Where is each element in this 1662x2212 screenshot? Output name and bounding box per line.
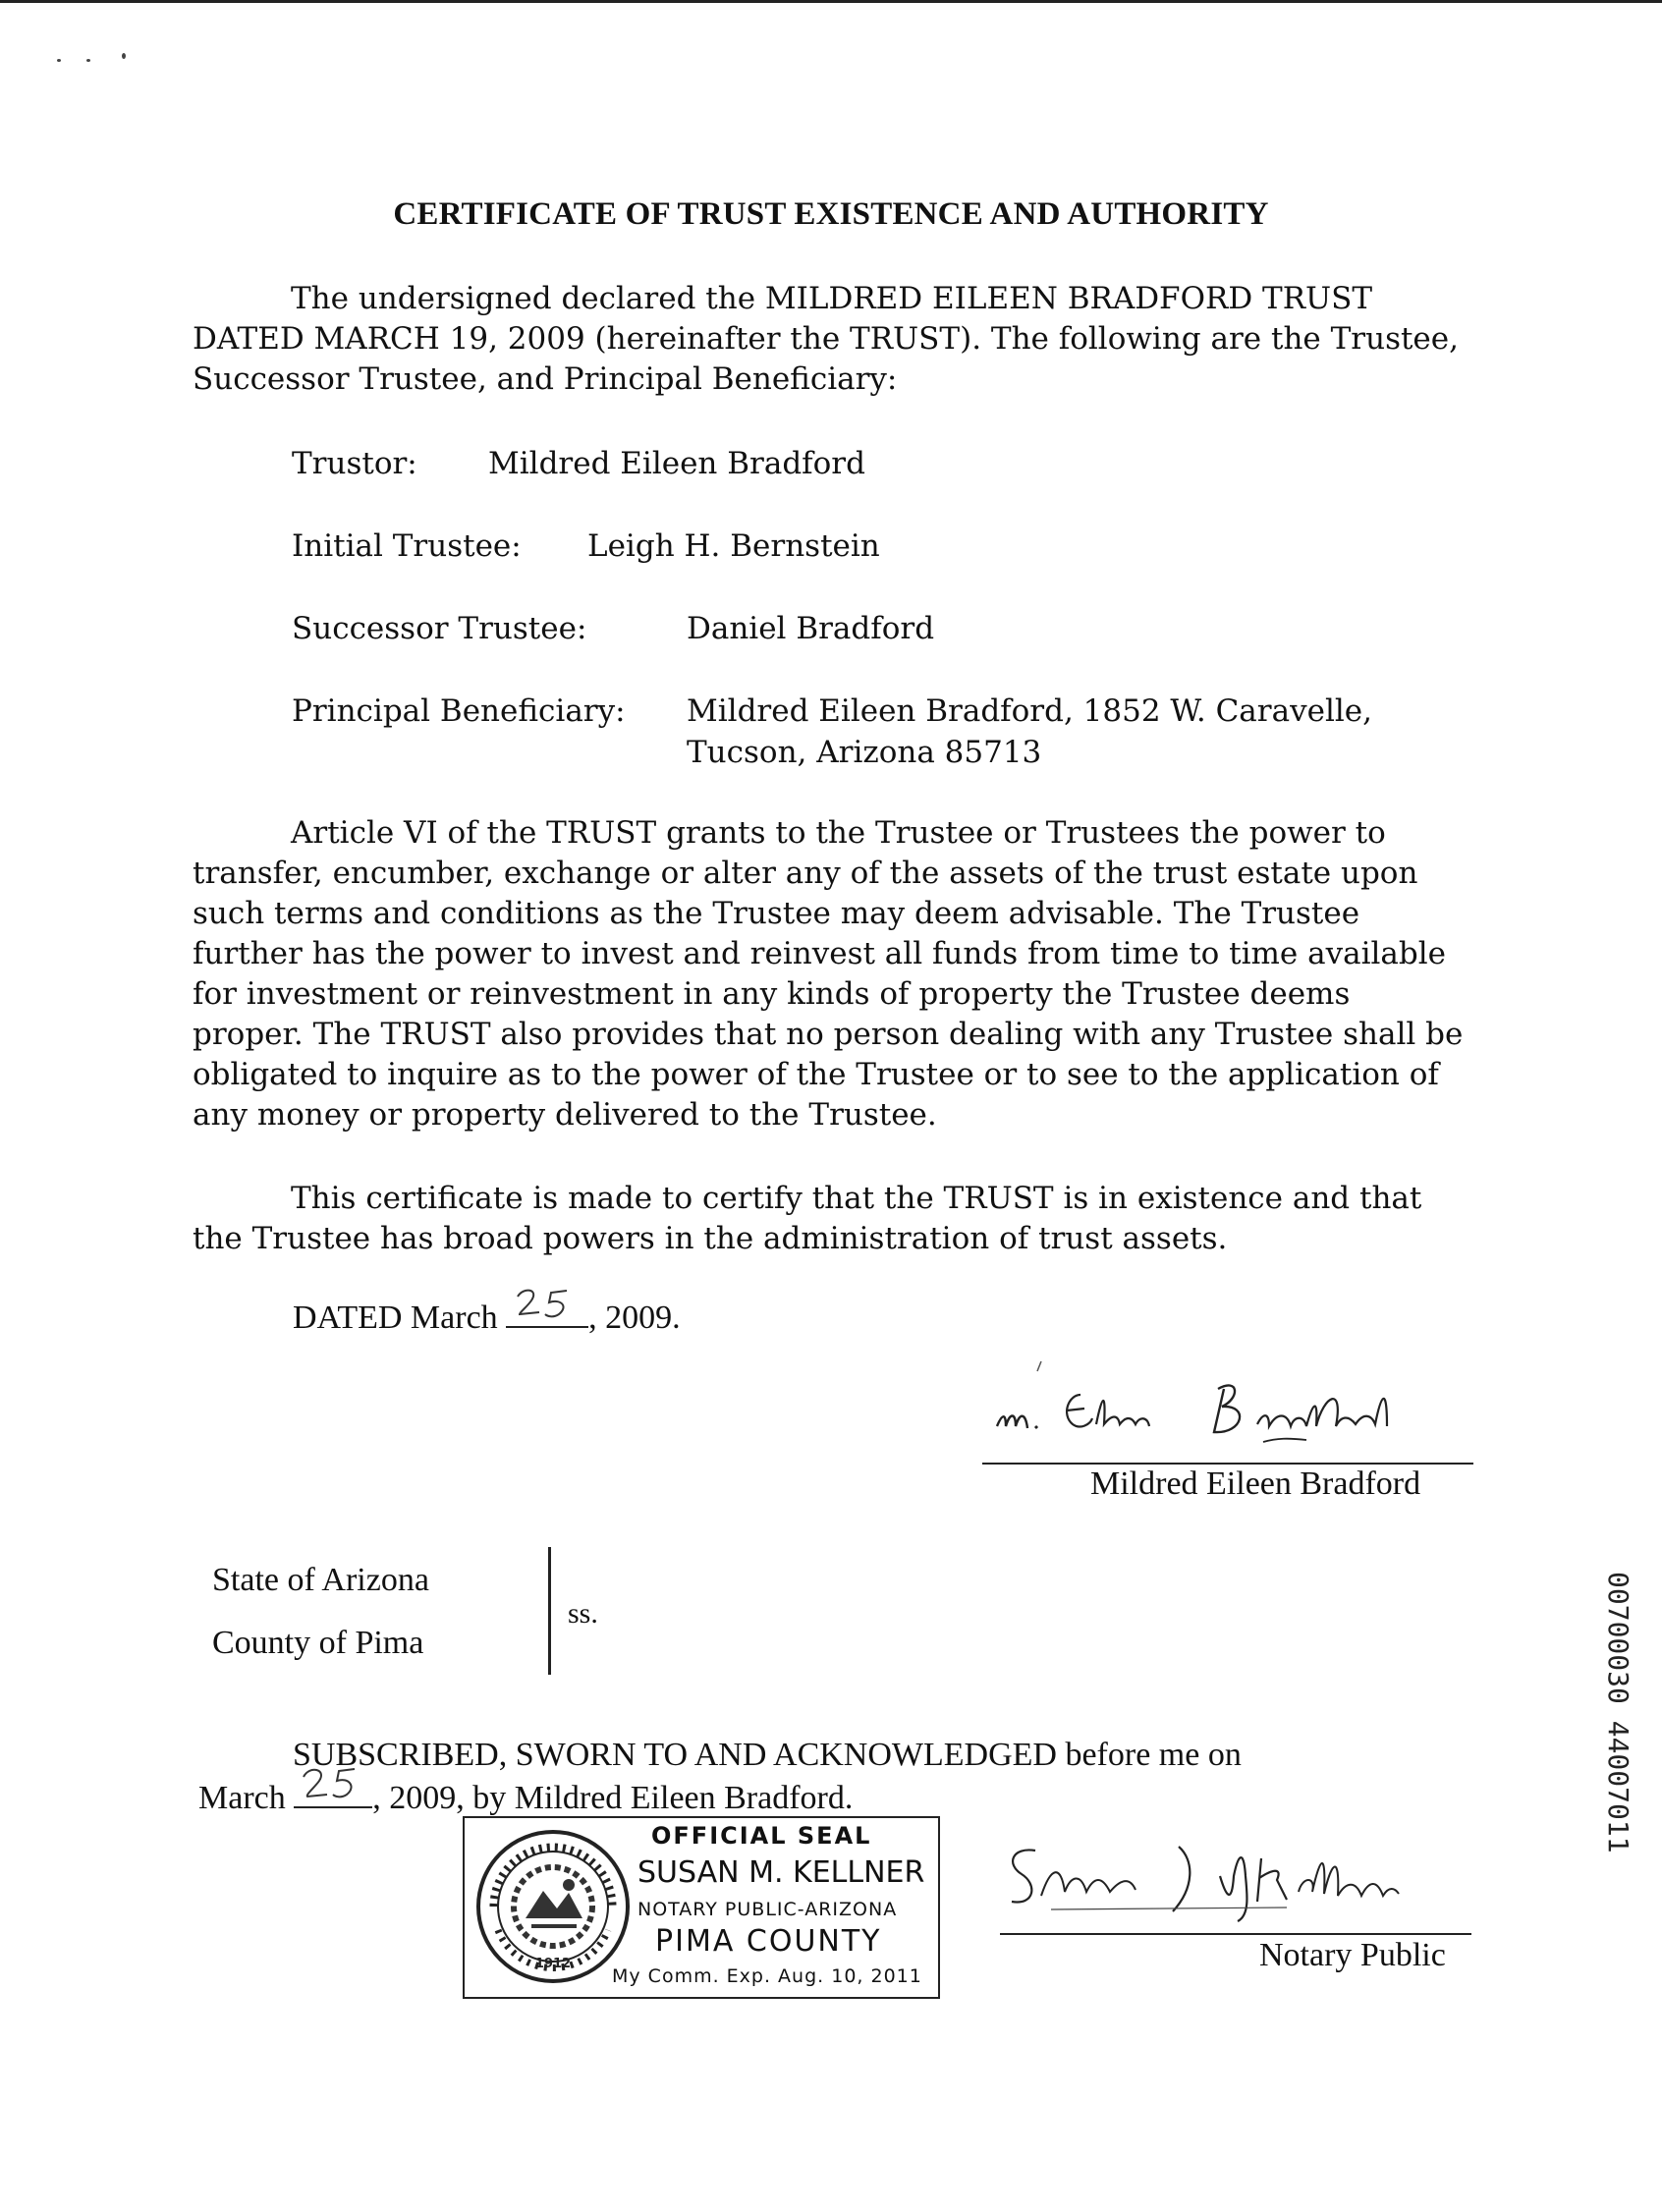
subscribed-prefix: March: [198, 1780, 286, 1816]
subscribed-line1: SUBSCRIBED, SWORN TO AND ACKNOWLEDGED before me on: [293, 1737, 1242, 1773]
article-paragraph: Article VI of the TRUST grants to the Trustee or Trustees the power to transfer, encumber, exchange or alter any of the assets of the trust estate upon such terms and conditions as the Trustee may deem advisable. The Trustee further has the power to invest and reinvest all funds from time to time available for investment or reinvestment in any kinds of property the Trustee deems proper. The TRUST also provides that no person dealing with any Trustee shall be obligated to inquire as to the power of the Trustee or to see to the application of any money or property delivered to the Trustee.: [193, 815, 1464, 1133]
party-label: Principal Beneficiary:: [292, 693, 626, 729]
trustor-signature: [982, 1355, 1493, 1464]
venue-county: County of Pima: [212, 1625, 424, 1661]
seal-county: PIMA COUNTY: [655, 1924, 882, 1959]
scan-speck: [122, 53, 126, 59]
party-value: Mildred Eileen Bradford: [488, 446, 865, 481]
intro-paragraph: The undersigned declared the MILDRED EILEEN BRADFORD TRUST DATED MARCH 19, 2009 (hereinafter the TRUST). The following are the Trustee, Successor Trustee, and Principal Beneficiary:: [193, 281, 1459, 397]
dated-suffix: , 2009.: [588, 1300, 681, 1336]
party-label: Initial Trustee:: [292, 528, 522, 564]
dated-prefix: DATED March: [293, 1300, 498, 1336]
side-stamp-text: 00700030 44007011: [1602, 1572, 1634, 1853]
trustor-signature-line: [982, 1463, 1473, 1465]
seal-emblem-year: 1912: [534, 1957, 572, 1971]
document-side-stamp: [1601, 1572, 1640, 1853]
seal-expiry: My Comm. Exp. Aug. 10, 2011: [612, 1965, 922, 1987]
scan-top-border: [0, 0, 1662, 3]
scan-speck: [86, 59, 90, 62]
dated-day-blank: [506, 1299, 588, 1328]
subscribed-paragraph: [198, 1734, 1475, 1820]
seal-name: SUSAN M. KELLNER: [637, 1855, 925, 1890]
party-label: Successor Trustee:: [292, 611, 587, 646]
party-value: Daniel Bradford: [687, 611, 935, 646]
notary-seal-stamp: [463, 1816, 940, 1999]
seal-heading: OFFICIAL SEAL: [651, 1822, 872, 1850]
notary-signature: [992, 1837, 1503, 1935]
party-label: Trustor:: [292, 446, 417, 481]
document-title: CERTIFICATE OF TRUST EXISTENCE AND AUTHORITY: [393, 196, 1269, 232]
trustor-signature-caption: Mildred Eileen Bradford: [1090, 1465, 1421, 1502]
venue-bracket: [548, 1547, 551, 1675]
venue-state: State of Arizona: [212, 1562, 429, 1598]
dated-line: [293, 1299, 681, 1337]
scan-speck: [57, 59, 61, 62]
subscribed-day-blank: [294, 1779, 372, 1808]
notary-signature-line: [1000, 1933, 1471, 1935]
party-value: Leigh H. Bernstein: [587, 528, 880, 564]
notary-signature-caption: Notary Public: [1259, 1937, 1446, 1973]
venue-ss: ss.: [568, 1597, 598, 1630]
party-value-line2: Tucson, Arizona 85713: [687, 735, 1042, 770]
subscribed-suffix: , 2009, by Mildred Eileen Bradford.: [372, 1780, 854, 1816]
arizona-seal-emblem: [474, 1828, 632, 1985]
handwritten-day: [298, 1765, 366, 1806]
party-value: Mildred Eileen Bradford, 1852 W. Caravelle,: [687, 693, 1372, 729]
seal-role: NOTARY PUBLIC-ARIZONA: [637, 1899, 898, 1920]
certify-paragraph: This certificate is made to certify that the TRUST is in existence and that the Trustee has broad powers in the administration of trust assets.: [193, 1181, 1422, 1256]
handwritten-day: [510, 1285, 579, 1326]
